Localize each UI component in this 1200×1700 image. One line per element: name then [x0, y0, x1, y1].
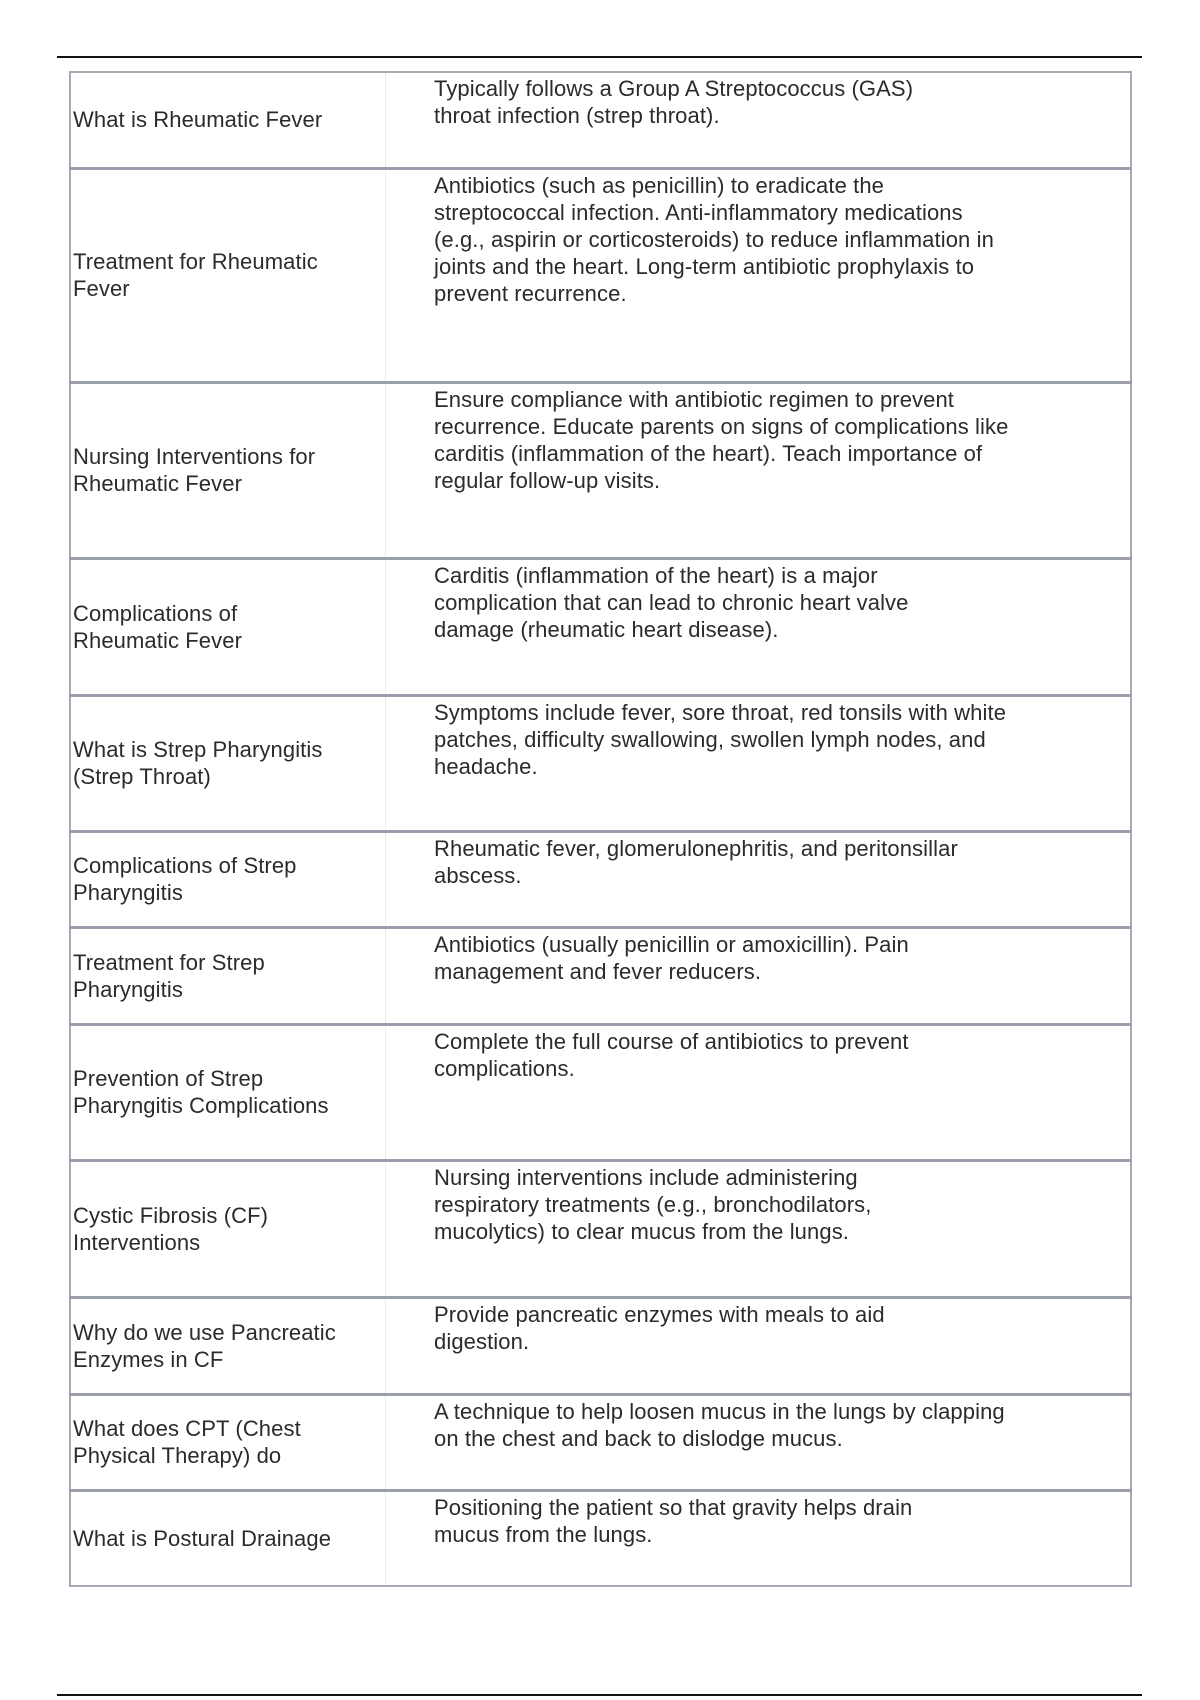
flashcard-table	[69, 71, 1132, 1587]
definition-cell	[386, 1297, 1132, 1394]
definition-text: Positioning the patient so that gravity helps drain mucus from the lungs.	[434, 1494, 913, 1547]
definition-cell	[386, 695, 1132, 831]
table-row	[70, 927, 1131, 1024]
definition-text: Typically follows a Group A Streptococcus (GAS) throat infection (strep throat).	[434, 76, 914, 128]
table-row	[70, 1394, 1131, 1490]
term-text: What does CPT (Chest Physical Therapy) do	[73, 1416, 301, 1468]
definition-cell	[386, 1024, 1132, 1160]
table-row	[70, 168, 1131, 382]
definition-text: A technique to help loosen mucus in the lungs by clapping on the chest and back to dislodge mucus.	[434, 1398, 1005, 1451]
table-row	[70, 72, 1131, 168]
definition-text: Ensure compliance with antibiotic regimen to prevent recurrence. Educate parents on signs of complications like carditis (inflammation of the heart). Teach importance of regular follow-up visits.	[434, 386, 1009, 493]
definition-text: Symptoms include fever, sore throat, red tonsils with white patches, difficulty swallowing, swollen lymph nodes, and headache.	[434, 699, 1007, 779]
term-cell	[70, 927, 386, 1024]
term-text: What is Postural Drainage	[73, 1525, 332, 1551]
definition-text: Antibiotics (usually penicillin or amoxicillin). Pain management and fever reducers.	[434, 931, 909, 984]
definition-cell	[386, 1394, 1132, 1490]
definition-cell	[386, 168, 1132, 382]
definition-cell	[386, 831, 1132, 927]
term-cell	[70, 1297, 386, 1394]
term-cell	[70, 72, 386, 168]
definition-text: Rheumatic fever, glomerulonephritis, and peritonsillar abscess.	[434, 835, 958, 888]
footer-rule	[57, 1694, 1142, 1696]
term-text: Cystic Fibrosis (CF) Interventions	[73, 1202, 269, 1255]
term-text: What is Strep Pharyngitis (Strep Throat)	[73, 737, 323, 789]
term-cell	[70, 1490, 386, 1586]
definition-text: Carditis (inflammation of the heart) is a major complication that can lead to chronic heart valve damage (rheumatic heart disease).	[434, 562, 909, 642]
term-text: Prevention of Strep Pharyngitis Complications	[73, 1066, 329, 1118]
definition-cell	[386, 558, 1132, 695]
table-row	[70, 1024, 1131, 1160]
term-text: Treatment for Rheumatic Fever	[73, 249, 318, 301]
term-cell	[70, 558, 386, 695]
table-row	[70, 695, 1131, 831]
table-row	[70, 1490, 1131, 1586]
term-text: Complications of Strep Pharyngitis	[73, 853, 297, 905]
definition-text: Provide pancreatic enzymes with meals to aid digestion.	[434, 1301, 885, 1354]
table-row	[70, 558, 1131, 695]
term-cell	[70, 695, 386, 831]
definition-cell	[386, 927, 1132, 1024]
definition-cell	[386, 382, 1132, 558]
definition-cell	[386, 72, 1132, 168]
definition-cell	[386, 1490, 1132, 1586]
definition-text: Nursing interventions include administering respiratory treatments (e.g., bronchodilators, mucolytics) to clear mucus from the lungs.	[434, 1164, 872, 1244]
table-row	[70, 382, 1131, 558]
term-text: Treatment for Strep Pharyngitis	[73, 949, 265, 1002]
term-text: Nursing Interventions for Rheumatic Fever	[73, 444, 316, 496]
definition-text: Antibiotics (such as penicillin) to eradicate the streptococcal infection. Anti-inflammatory medications (e.g., aspirin or corticosteroids) to reduce inflammation in joints and the heart. Long-term antibiotic prophylaxis to prevent recurrence.	[434, 172, 994, 306]
term-cell	[70, 382, 386, 558]
term-text: Complications of Rheumatic Fever	[73, 600, 243, 653]
definition-text: Complete the full course of antibiotics to prevent complications.	[434, 1028, 909, 1081]
definition-cell	[386, 1160, 1132, 1297]
table-row	[70, 1297, 1131, 1394]
term-text: What is Rheumatic Fever	[73, 107, 323, 133]
term-cell	[70, 1160, 386, 1297]
header-rule	[57, 56, 1142, 58]
term-cell	[70, 1394, 386, 1490]
term-cell	[70, 168, 386, 382]
table-row	[70, 1160, 1131, 1297]
term-cell	[70, 831, 386, 927]
table-row	[70, 831, 1131, 927]
term-cell	[70, 1024, 386, 1160]
term-text: Why do we use Pancreatic Enzymes in CF	[73, 1319, 336, 1372]
